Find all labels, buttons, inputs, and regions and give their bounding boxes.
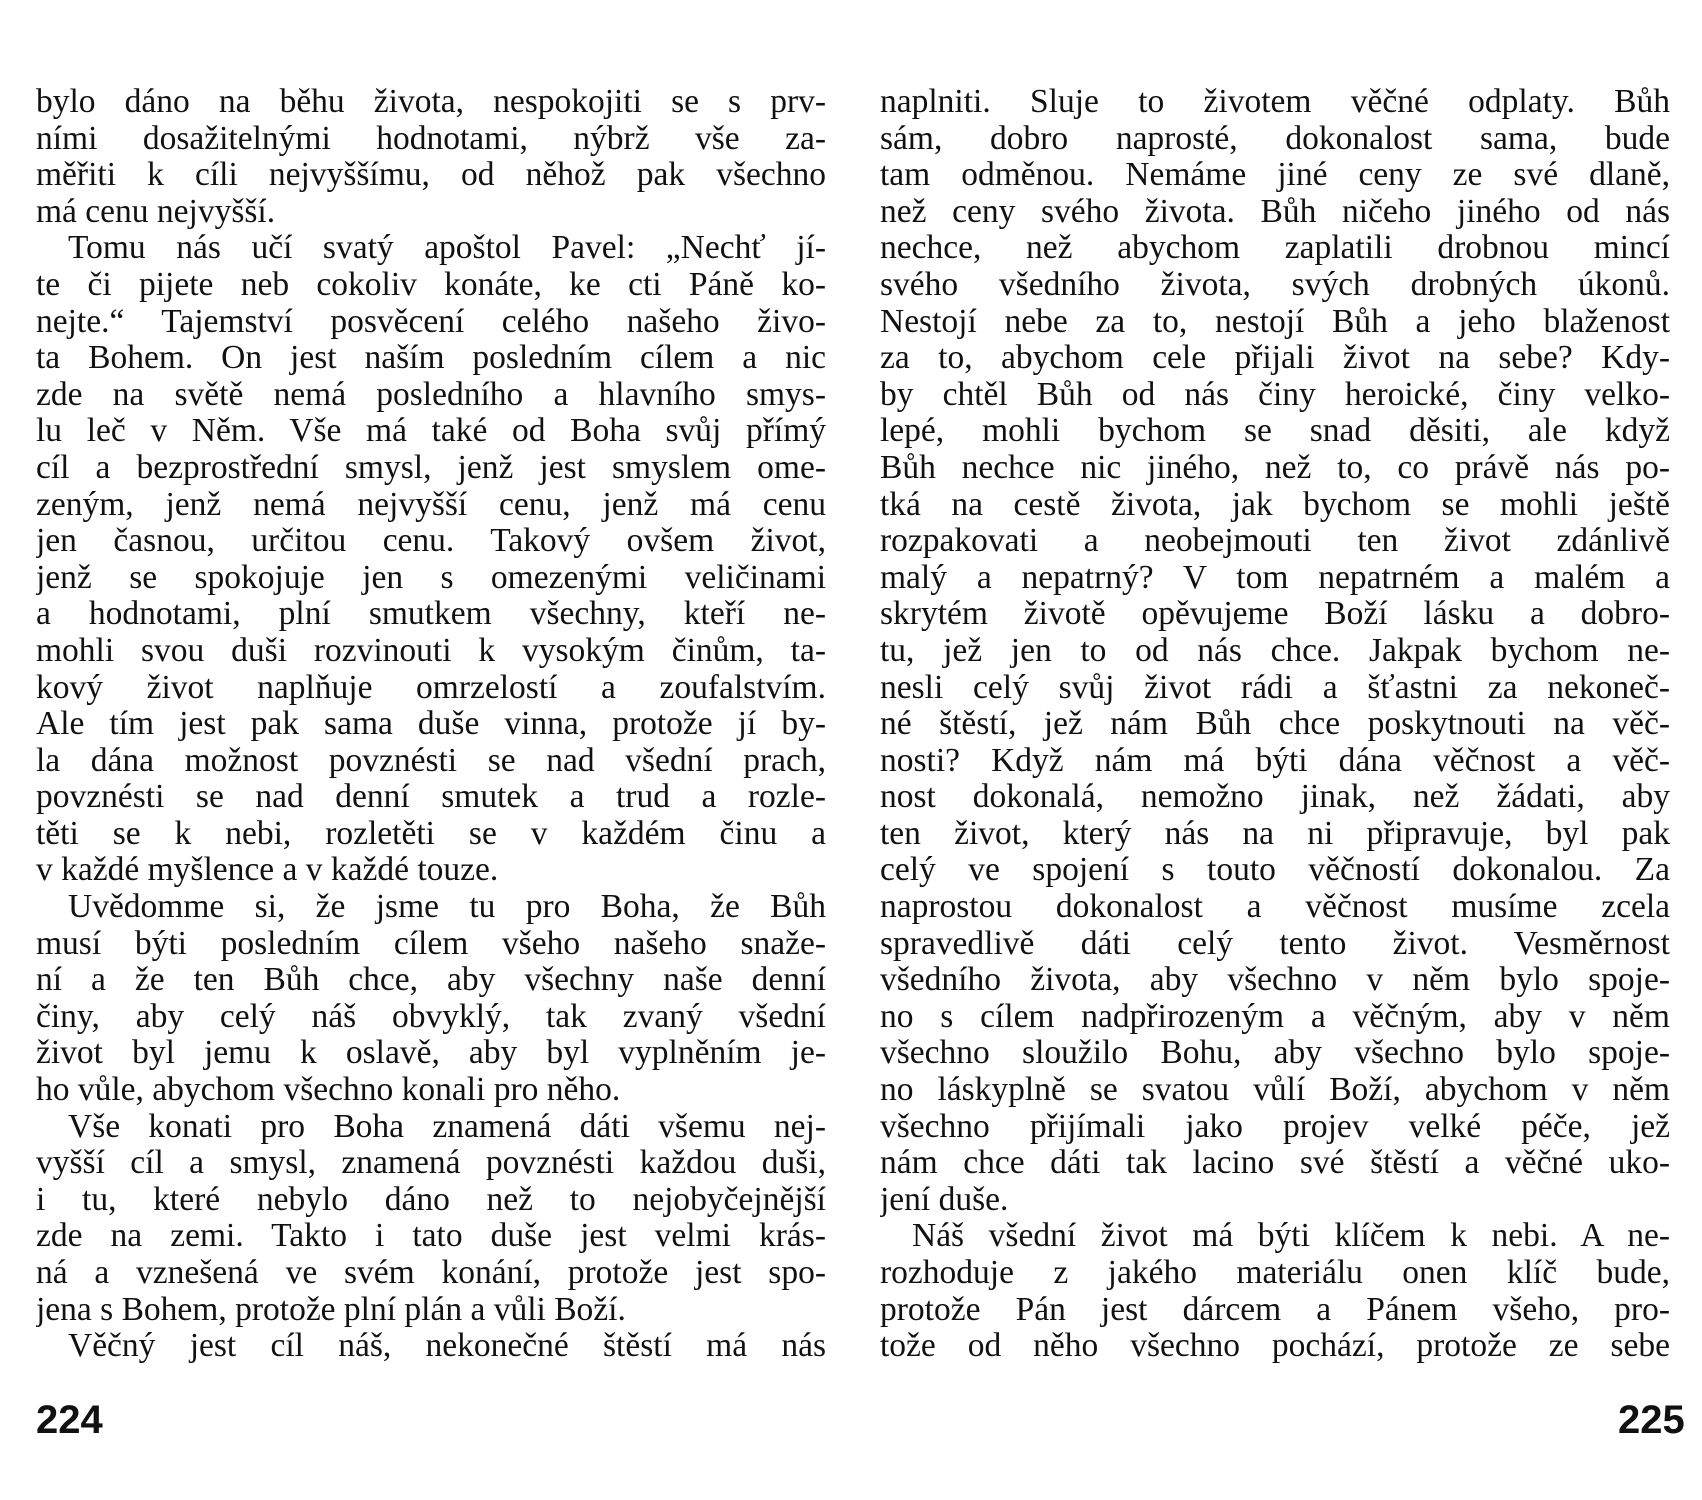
text-line: než ceny svého života. Bůh ničeho jiného od nás [880, 193, 1670, 230]
right-page-text [880, 84, 1670, 1365]
text-line: cíl a bezprostřední smysl, jenž jest smyslem ome- [36, 449, 826, 486]
text-line: celý ve spojení s touto věčností dokonalou. Za [880, 852, 1670, 889]
text-line: rozpakovati a neobejmouti ten život zdánlivě [880, 523, 1670, 560]
text-line: nesli celý svůj život rádi a šťastni za nekoneč- [880, 669, 1670, 706]
text-line: Vše konati pro Boha znamená dáti všemu nej- [68, 1108, 826, 1145]
text-line: nám chce dáti tak lacino své štěstí a věčné uko- [880, 1145, 1670, 1182]
text-line: tože od něho všechno pochází, protože ze sebe [880, 1328, 1670, 1365]
text-line: tu, jež jen to od nás chce. Jakpak bychom ne- [880, 632, 1670, 669]
text-line: ní a že ten Bůh chce, aby všechny naše denní [36, 962, 826, 999]
text-line: tam odměnou. Nemáme jiné ceny ze své dlaně, [880, 157, 1670, 194]
right-page-number: 225 [1618, 1398, 1685, 1442]
text-line: život byl jemu k oslavě, aby byl vyplněním je- [36, 1035, 826, 1072]
text-line: sám, dobro naprosté, dokonalost sama, bude [880, 120, 1670, 157]
text-line: Věčný jest cíl náš, nekonečné štěstí má nás [68, 1328, 826, 1365]
text-line: zeným, jenž nemá nejvyšší cenu, jenž má cenu [36, 486, 826, 523]
text-line: Tomu nás učí svatý apoštol Pavel: „Nechť jí- [68, 230, 826, 267]
text-line: jen časnou, určitou cenu. Takový ovšem život, [36, 523, 826, 560]
text-line: má cenu nejvyšší. [36, 193, 276, 230]
text-line: zde na zemi. Takto i tato duše jest velmi krás- [36, 1218, 826, 1255]
text-line: jenž se spokojuje jen s omezenými veličinami [36, 559, 826, 596]
text-line: Náš všední život má býti klíčem k nebi. A ne- [912, 1218, 1670, 1255]
text-line: protože Pán jest dárcem a Pánem všeho, pro- [880, 1291, 1670, 1328]
text-line: bylo dáno na běhu života, nespokojiti se s prv- [36, 84, 826, 120]
text-line: jena s Bohem, protože plní plán a vůli Boží. [36, 1291, 626, 1328]
text-line: ho vůle, abychom všechno konali pro něho. [36, 1072, 621, 1109]
text-line: ten život, který nás na ni připravuje, byl pak [880, 815, 1670, 852]
text-line: měřiti k cíli nejvyššímu, od něhož pak všechno [36, 157, 826, 194]
text-line: mohli svou duši rozvinouti k vysokým činům, ta- [36, 632, 826, 669]
text-line: né štěstí, jež nám Bůh chce poskytnouti na věč- [880, 706, 1670, 743]
text-line: Nestojí nebe za to, nestojí Bůh a jeho blaženost [880, 303, 1670, 340]
text-line: i tu, které nebylo dáno než to nejobyčejnější [36, 1181, 826, 1218]
text-line: zde na světě nemá posledního a hlavního smys- [36, 376, 826, 413]
text-line: no láskyplně se svatou vůlí Boží, abychom v něm [880, 1072, 1670, 1109]
text-line: Ale tím jest pak sama duše vinna, protože jí by- [36, 706, 826, 743]
text-line: lu leč v Něm. Vše má také od Boha svůj přímý [36, 413, 826, 450]
text-line: tká na cestě života, jak bychom se mohli ještě [880, 486, 1670, 523]
text-line: lepé, mohli bychom se snad děsiti, ale když [880, 413, 1670, 450]
text-line: nost dokonalá, nemožno jinak, než žádati, aby [880, 779, 1670, 816]
left-page-text [36, 84, 826, 1365]
text-line: Uvědomme si, že jsme tu pro Boha, že Bůh [68, 889, 826, 926]
text-line: Bůh nechce nic jiného, než to, co právě nás po- [880, 449, 1670, 486]
text-line: no s cílem nadpřirozeným a věčným, aby v něm [880, 998, 1670, 1035]
text-line: rozhoduje z jakého materiálu onen klíč bude, [880, 1255, 1670, 1291]
text-line: svého všedního života, svých drobných úkonů. [880, 266, 1670, 303]
text-line: činy, aby celý náš obvyklý, tak zvaný všední [36, 998, 826, 1035]
text-line: nechce, než abychom zaplatili drobnou mincí [880, 230, 1670, 267]
text-line: musí býti posledním cílem všeho našeho snaže- [36, 925, 826, 962]
text-line: ná a vznešená ve svém konání, protože jest spo- [36, 1255, 826, 1291]
text-line: la dána možnost povznésti se nad všední prach, [36, 742, 826, 779]
text-line: kový život naplňuje omrzelostí a zoufalstvím. [36, 669, 826, 706]
text-line: všedního života, aby všechno v něm bylo spoje- [880, 962, 1670, 999]
text-line: jení duše. [880, 1181, 1009, 1218]
text-line: nosti? Když nám má býti dána věčnost a věč- [880, 742, 1670, 779]
text-line: by chtěl Bůh od nás činy heroické, činy velko- [880, 376, 1670, 413]
text-line: v každé myšlence a v každé touze. [36, 852, 499, 889]
text-line: všechno přijímali jako projev velké péče, jež [880, 1108, 1670, 1145]
text-line: skrytém životě opěvujeme Boží lásku a dobro- [880, 596, 1670, 633]
text-line: naprostou dokonalost a věčnost musíme zcela [880, 889, 1670, 926]
text-line: malý a nepatrný? V tom nepatrném a malém a [880, 559, 1670, 596]
text-line: povznésti se nad denní smutek a trud a rozle- [36, 779, 826, 816]
text-line: ními dosažitelnými hodnotami, nýbrž vše za- [36, 120, 826, 157]
text-line: naplniti. Sluje to životem věčné odplaty. Bůh [880, 84, 1670, 120]
text-line: všechno sloužilo Bohu, aby všechno bylo spoje- [880, 1035, 1670, 1072]
text-line: te či pijete neb cokoliv konáte, ke cti Páně ko- [36, 266, 826, 303]
text-line: nejte.“ Tajemství posvěcení celého našeho živo- [36, 303, 826, 340]
text-line: spravedlivě dáti celý tento život. Vesměrnost [880, 925, 1670, 962]
text-line: vyšší cíl a smysl, znamená povznésti každou duši, [36, 1145, 826, 1182]
text-line: za to, abychom cele přijali život na sebe? Kdy- [880, 340, 1670, 377]
left-page-number: 224 [36, 1398, 103, 1442]
text-line: a hodnotami, plní smutkem všechny, kteří ne- [36, 596, 826, 633]
text-line: ta Bohem. On jest naším posledním cílem a nic [36, 340, 826, 377]
text-line: těti se k nebi, rozletěti se v každém činu a [36, 815, 826, 852]
